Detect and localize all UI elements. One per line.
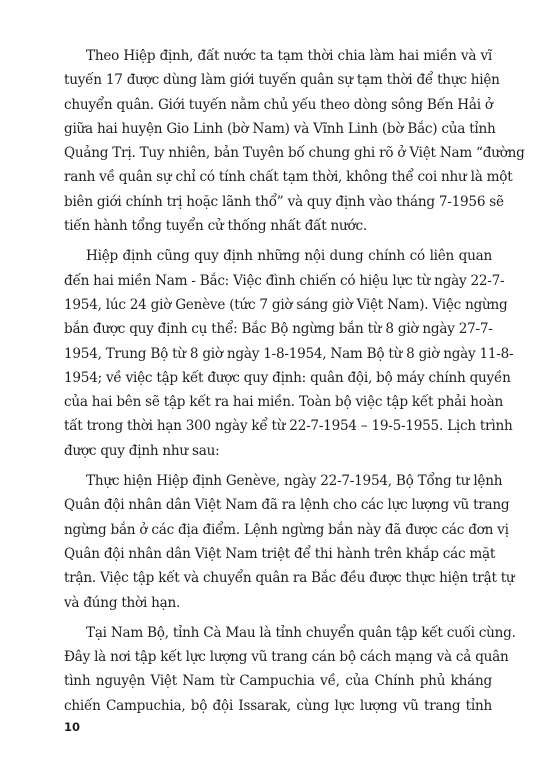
text-line: được quy định như sau: (64, 442, 220, 459)
text-line: bắn được quy định cụ thể: Bắc Bộ ngừng bắn từ 8 giờ ngày 27-7- (64, 321, 493, 338)
paragraph-ca-mau (64, 621, 516, 718)
text-line: tất trong thời hạn 300 ngày kể từ 22-7-1954 – 19-5-1955. Lịch trình (64, 418, 513, 435)
text-line: Quảng Trị. Tuy nhiên, bản Tuyên bố chung ghi rõ ở Việt Nam “đường (64, 145, 525, 162)
text-line: 1954, lúc 24 giờ Genève (tức 7 giờ sáng giờ Việt Nam). Việc ngừng (64, 296, 508, 313)
text-line: tình nguyện Việt Nam từ Campuchia về, của Chính phủ kháng (64, 673, 492, 690)
text-line: Thực hiện Hiệp định Genève, ngày 22-7-1954, Bộ Tổng tư lệnh (86, 473, 503, 490)
text-line: Theo Hiệp định, đất nước ta tạm thời chia làm hai miền và vĩ (86, 48, 492, 64)
text-line: biên giới chính trị hoặc lãnh thổ” và quy định vào tháng 7-1956 sẽ (64, 193, 504, 210)
page-number: 10 (64, 720, 81, 734)
text-line: và đúng thời hạn. (64, 594, 181, 611)
text-line: giữa hai huyện Gio Linh (bờ Nam) và Vĩnh Linh (bờ Bắc) của tỉnh (64, 120, 496, 137)
text-line: ranh về quân sự chỉ có tính chất tạm thời, không thể coi như là một (64, 169, 513, 186)
text-line: trận. Việc tập kết và chuyển quân ra Bắc đều được thực hiện trật tự (64, 570, 515, 587)
text-line: của hai bên sẽ tập kết ra hai miền. Toàn bộ việc tập kết phải hoàn (64, 394, 504, 411)
text-line: Đây là nơi tập kết lực lượng vũ trang cán bộ cách mạng và cả quân (64, 649, 509, 666)
text-line: Quân đội nhân dân Việt Nam triệt để thi hành trên khắp các mặt (64, 545, 496, 562)
text-line: 1954, Trung Bộ từ 8 giờ ngày 1-8-1954, Nam Bộ từ 8 giờ ngày 11-8- (64, 345, 514, 362)
text-line: chiến Campuchia, bộ đội Issarak, cùng lực lượng vũ trang tỉnh (64, 697, 492, 714)
text-line: chuyển quân. Giới tuyến nằm chủ yếu theo dòng sông Bến Hải ở (64, 96, 493, 113)
page-body (64, 44, 525, 724)
text-line: Quân đội nhân dân Việt Nam đã ra lệnh cho các lực lượng vũ trang (64, 497, 510, 514)
paragraph-implementation (64, 469, 515, 615)
text-line: Hiệp định cũng quy định những nội dung chính có liên quan (86, 248, 492, 265)
paragraph-armistice-line (64, 44, 525, 238)
text-line: 1954; về việc tập kết được quy định: quân đội, bộ máy chính quyền (64, 369, 511, 386)
text-line: đến hai miền Nam - Bắc: Việc đình chiến có hiệu lực từ ngày 22-7- (64, 272, 505, 289)
text-line: ngừng bắn ở các địa điểm. Lệnh ngừng bắn này đã được các đơn vị (64, 521, 509, 538)
text-line: Tại Nam Bộ, tỉnh Cà Mau là tỉnh chuyển quân tập kết cuối cùng. (86, 624, 516, 641)
text-line: tiến hành tổng tuyển cử thống nhất đất nước. (64, 218, 367, 235)
paragraph-ceasefire-terms (64, 244, 514, 463)
text-line: tuyến 17 được dùng làm giới tuyến quân sự tạm thời để thực hiện (64, 72, 500, 89)
